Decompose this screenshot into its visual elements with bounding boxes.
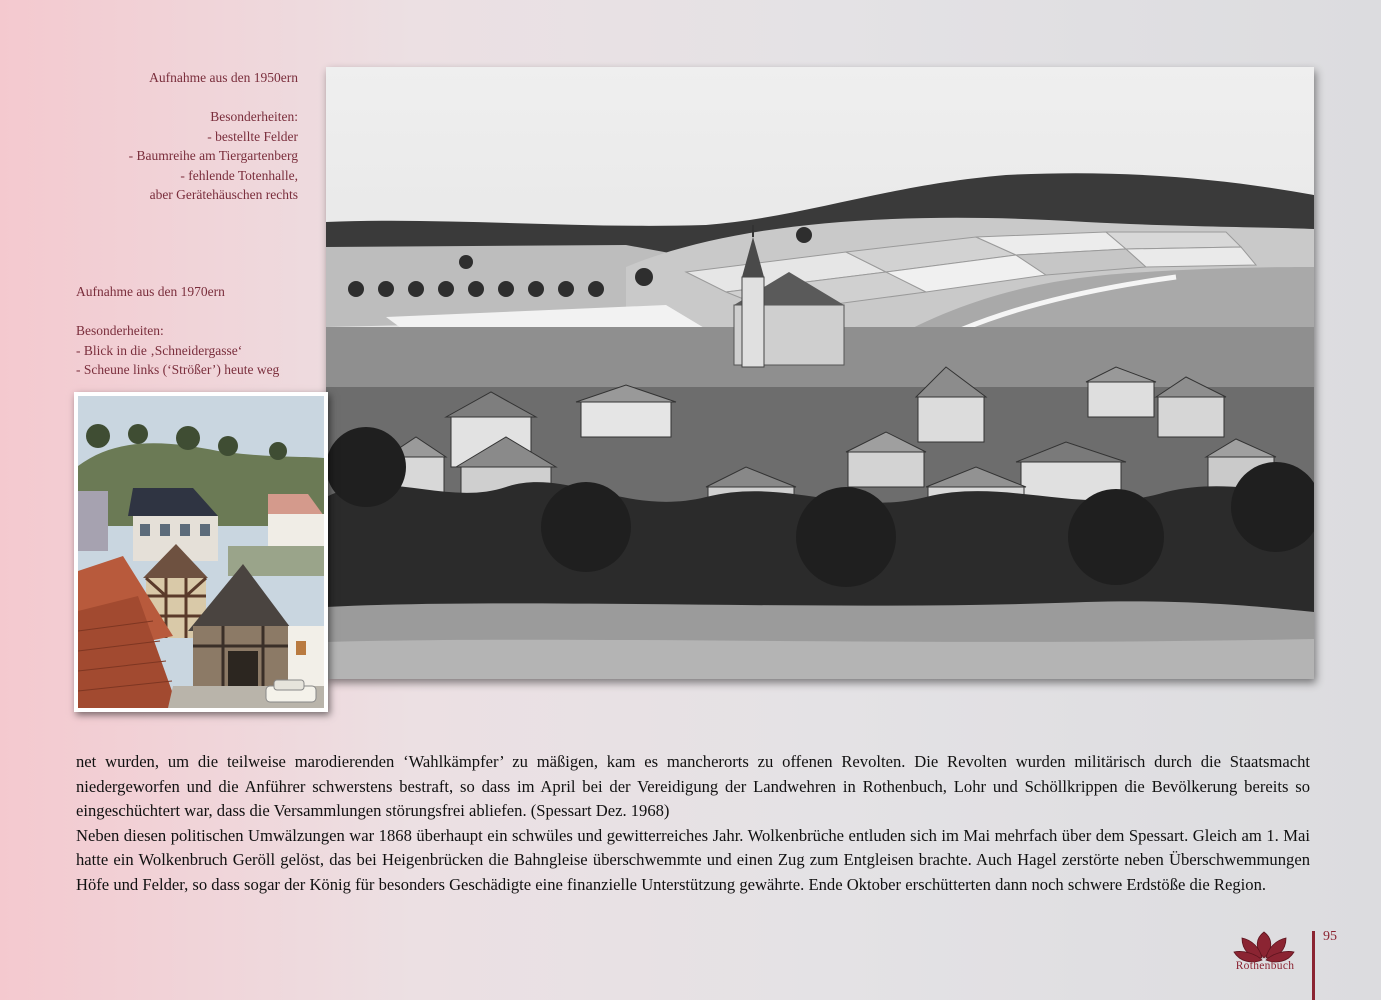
page-number-divider [1312,931,1315,1000]
caption-1970s-title: Aufnahme aus den 1970ern [76,284,225,299]
body-paragraph-1: net wurden, um die teilweise marodierenden ‘Wahlkämpfer’ zu mäßigen, kam es mancherorts zu offenen Revolten. Die Revolten wurden militärisch durch die Staatsmacht niedergeworfen und die Anführer schwerstens bestraft, so dass im April bei der Vereidigung der Landwehren in Rothenbuch, Lohr und Schöllkrippen die Bevölkerung bereits so eingeschüchtert war, dass die Versammlungen störungsfrei abliefen. (Spessart Dez. 1968) [76,752,1310,820]
village-photo-1950s-image [326,67,1314,679]
caption-1950s-item: - fehlende Totenhalle, [180,167,298,183]
caption-1950s-title: Aufnahme aus den 1950ern [149,70,298,85]
village-photo-1950s [326,67,1314,679]
caption-1970s-item: - Blick in die ‚Schneidergasse‘ [76,342,243,358]
caption-1950s-item: - Baumreihe am Tiergartenberg [128,148,298,163]
caption-1950s [60,68,298,205]
caption-1970s-item: - Scheune links (‘Strößer’) heute weg [76,362,280,377]
caption-1970s-heading: Besonderheiten: [76,323,164,338]
street-photo-1970s [74,392,328,712]
caption-1950s-item: aber Gerätehäuschen rechts [149,187,298,202]
caption-1950s-item: - bestellte Felder [207,128,298,144]
body-text [76,750,1310,897]
logo-text: Rothenbuch [1235,960,1295,972]
caption-1950s-heading: Besonderheiten: [210,109,298,124]
body-paragraph-2: Neben diesen politischen Umwälzungen war 1868 überhaupt ein schwüles und gewitterreiches Jahr. Wolkenbrüche entluden sich im Mai mehrfach über dem Spessart. Gleich am 1. Mai hatte ein Wolkenbruch Geröll gelöst, das bei Heigenbrücken die Bahngleise überschwemmte und einen Zug zum Entgleisen brachte. Auch Hagel zerstörte neben Überschwemmungen Höfe und Felder, so dass sogar der König für besonders Geschädigte eine finanzielle Unterstützung gewährte. Ende Oktober erschütterten dann noch schwere Erdstöße die Region. [76,825,1310,894]
page-number: 95 [1323,929,1337,944]
street-photo-1970s-image [78,396,324,708]
caption-1970s [76,282,326,380]
